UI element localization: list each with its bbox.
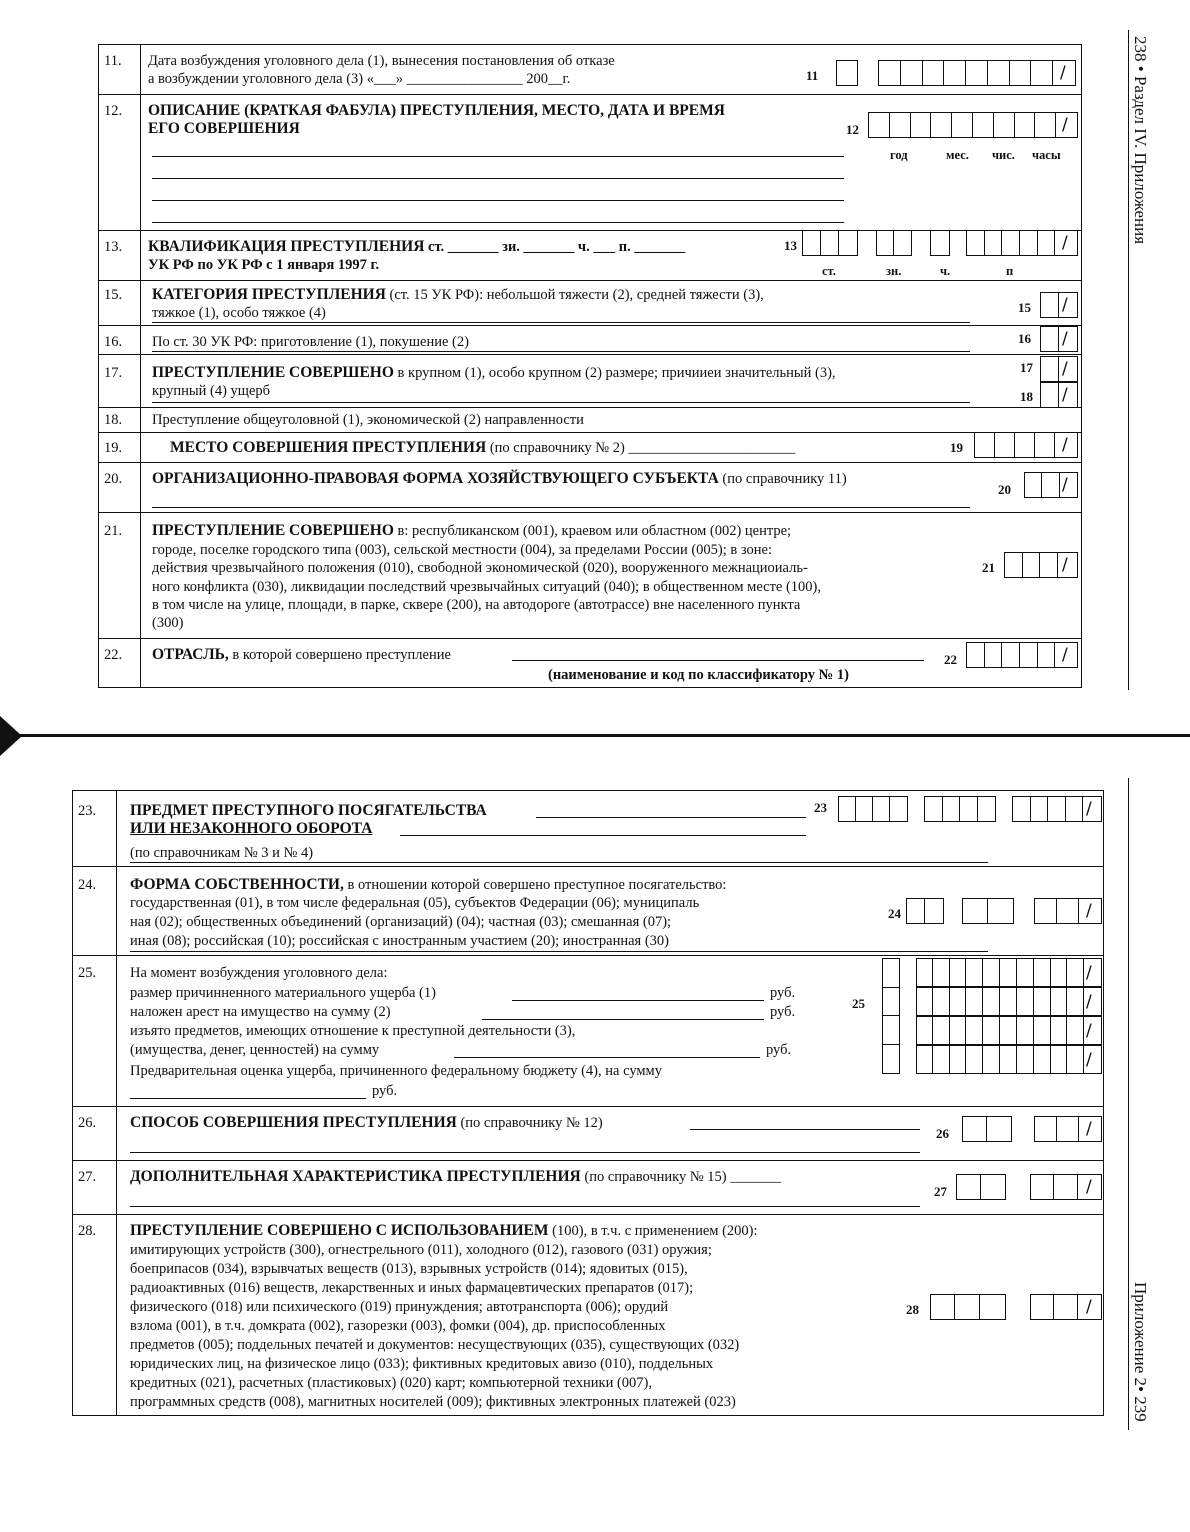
row-28-line: кредитных (021), расчетных (пластиковых) (020) карт; компьютерной техники (007),: [130, 1375, 653, 1391]
row-18-code: 18: [1020, 389, 1033, 404]
row-22-title: ОТРАСЛЬ,: [152, 646, 229, 663]
row-28-text: (100), в т.ч. с применением (200):: [552, 1223, 758, 1239]
row-25-line: (имущества, денег, ценностей) на сумму: [130, 1042, 380, 1058]
row-12-write-line[interactable]: [152, 200, 844, 201]
row-12-label-year: год: [890, 148, 908, 162]
row-23-number: 23.: [78, 803, 97, 819]
row-13-label-p: п: [1006, 264, 1014, 278]
row-16-text: По ст. 30 УК РФ: приготовление (1), покушение (2): [152, 334, 469, 350]
num-column-rule: [116, 790, 117, 1416]
row-sep: [72, 1214, 1104, 1215]
row-23-line2: ИЛИ НЕЗАКОННОГО ОБОРОТА: [130, 820, 373, 837]
row-sep: [98, 462, 1082, 463]
row-21-line: (300): [152, 615, 184, 631]
row-15-cell[interactable]: [1040, 292, 1078, 318]
row-24-cells-b[interactable]: [962, 898, 1014, 924]
row-sep: [72, 955, 1104, 956]
row-24-line: иная (08); российская (10); российская с иностранным участием (20); иностранная (30): [130, 933, 669, 949]
row-21-title: ПРЕСТУПЛЕНИЕ СОВЕРШЕНО: [152, 522, 394, 539]
row-12-cells[interactable]: [868, 112, 1078, 138]
row-26-number: 26.: [78, 1115, 97, 1131]
row-25-amount-3[interactable]: [454, 1057, 760, 1058]
row-24-slash: /: [1086, 901, 1092, 921]
row-12-write-line[interactable]: [152, 156, 844, 157]
row-11-line1: Дата возбуждения уголовного дела (1), вынесения постановления об отказе: [148, 53, 615, 69]
row-15-underline: [152, 322, 970, 323]
row-22-code: 22: [944, 652, 957, 667]
row-25-cells-1[interactable]: [916, 958, 1102, 987]
row-12-line1: ОПИСАНИЕ (КРАТКАЯ ФАБУЛА) ПРЕСТУПЛЕНИЯ, МЕСТО, ДАТА И ВРЕМЯ: [148, 102, 725, 119]
row-26-cells-a[interactable]: [962, 1116, 1012, 1142]
row-sep: [98, 512, 1082, 513]
row-17-number: 17.: [104, 365, 123, 381]
row-12-line2: ЕГО СОВЕРШЕНИЯ: [148, 120, 300, 137]
row-17-underline: [152, 402, 970, 403]
row-23-underline: [130, 862, 988, 863]
row-28-slash: /: [1086, 1297, 1092, 1317]
row-28-line: предметов (005); поддельных печатей и документов: несуществующих (035), существующих (032): [130, 1337, 740, 1353]
row-28-line: радиоактивных (016) веществ, лекарственных и иных фармацевтических препаратов (017);: [130, 1280, 694, 1296]
row-sep: [98, 432, 1082, 433]
row-28-line: юридических лиц, на физическое лицо (033); фиктивных кредитовых авизо (010), поддельных: [130, 1356, 714, 1372]
row-21-line: ного конфликта (030), ликвидации последствий чрезвычайных ситуаций (040); в общественном месте (100),: [152, 579, 821, 595]
row-17-slash: /: [1062, 359, 1068, 379]
row-sep: [72, 1160, 1104, 1161]
row-21-slash: /: [1062, 555, 1068, 575]
row-23-slash: /: [1086, 799, 1092, 819]
row-24-cells-a[interactable]: [906, 898, 944, 924]
row-17-line2: крупный (4) ущерб: [152, 383, 271, 399]
row-12-slash: /: [1062, 115, 1068, 135]
row-25-slash: /: [1086, 1050, 1092, 1070]
row-28-title: ПРЕСТУПЛЕНИЕ СОВЕРШЕНО С ИСПОЛЬЗОВАНИЕМ: [130, 1222, 549, 1239]
row-25-line: изъято предметов, имеющих отношение к преступной деятельности (3),: [130, 1023, 576, 1039]
row-13-fields: ст. _______ зи. _______ ч. ___ п. _______: [428, 239, 686, 255]
row-13-label-ch: ч.: [940, 264, 951, 278]
row-sep: [72, 1106, 1104, 1107]
row-13-code: 13: [784, 238, 797, 253]
row-15-slash: /: [1062, 295, 1068, 315]
row-16-slash: /: [1062, 329, 1068, 349]
row-22-write-line[interactable]: [512, 660, 924, 661]
row-21-line: в том числе на улице, площади, в парке, сквере (200), на автодороге (автотрассе) вне населенного пункта: [152, 597, 801, 613]
row-23-cells-b[interactable]: [924, 796, 996, 822]
row-20-text: (по справочнику 11): [722, 471, 847, 487]
row-25-slash: /: [1086, 963, 1092, 983]
row-13-slash: /: [1062, 233, 1068, 253]
row-25-slash: /: [1086, 1021, 1092, 1041]
row-13-number: 13.: [104, 239, 123, 255]
row-19-number: 19.: [104, 440, 123, 456]
row-12-label-hours: часы: [1032, 148, 1061, 162]
row-23-cells-a[interactable]: [838, 796, 908, 822]
row-25-amount-1[interactable]: [512, 1000, 764, 1001]
row-11-cell-a[interactable]: [836, 60, 858, 86]
row-12-write-line[interactable]: [152, 178, 844, 179]
row-26-title: СПОСОБ СОВЕРШЕНИЯ ПРЕСТУПЛЕНИЯ: [130, 1114, 457, 1131]
row-24-title: ФОРМА СОБСТВЕННОСТИ,: [130, 876, 344, 893]
row-16-cell[interactable]: [1040, 326, 1078, 352]
row-24-number: 24.: [78, 877, 97, 893]
row-17-code: 17: [1020, 360, 1033, 375]
row-13-title: КВАЛИФИКАЦИЯ ПРЕСТУПЛЕНИЯ: [148, 238, 425, 255]
row-13-article-cells[interactable]: [802, 230, 858, 256]
row-28-line: боеприпасов (034), взрывчатых веществ (013), взрывных устройств (014); ядовитых (015),: [130, 1261, 688, 1277]
row-25-line: На момент возбуждения уголовного дела:: [130, 965, 388, 981]
margin-rule-top: [1128, 30, 1129, 690]
row-20-write-line: [152, 507, 970, 508]
row-25-cells-2[interactable]: [916, 987, 1102, 1016]
row-22-text: в которой совершено преступление: [232, 647, 451, 663]
row-18-number: 18.: [104, 412, 123, 428]
row-21-line: действия чрезвычайного положения (010), свободной экономической (020), вооруженного межнациоиаль-: [152, 560, 808, 576]
row-24-line: ная (02); общественных объединений (организаций) (04); частная (03); смешанная (07);: [130, 914, 672, 930]
row-sep: [98, 94, 1082, 95]
row-12-code: 12: [846, 122, 859, 137]
row-15-text: (ст. 15 УК РФ): небольшой тяжести (2), средней тяжести (3),: [389, 287, 764, 303]
row-28-line: имитирующих устройств (300), огнестрельного (011), холодного (012), газового (031) оружия;: [130, 1242, 712, 1258]
row-sep: [98, 354, 1082, 355]
row-17-text: в крупном (1), особо крупном (2) размере; причииеи значительный (3),: [397, 365, 836, 381]
row-25-number: 25.: [78, 965, 97, 981]
row-28-cells-a[interactable]: [930, 1294, 1006, 1320]
row-13-part-cells[interactable]: [876, 230, 912, 256]
row-24-line: государственная (01), в том числе федеральная (05), субъектов Федерации (06); муниципаль: [130, 895, 700, 911]
row-21-number: 21.: [104, 523, 123, 539]
row-21-code: 21: [982, 560, 995, 575]
running-head-left-page: 238 • Раздел IV. Приложения: [1131, 36, 1150, 245]
running-head-right-page: Приложение 2• 239: [1131, 1282, 1150, 1422]
row-15-number: 15.: [104, 287, 123, 303]
row-sep: [98, 638, 1082, 639]
row-19-slash: /: [1062, 435, 1068, 455]
row-23-write-line[interactable]: [536, 817, 806, 818]
row-19-code: 19: [950, 440, 963, 455]
row-28-line: программных средств (008), магнитных носителей (009); фиктивных электронных платежей (023): [130, 1394, 736, 1410]
row-18-text: Преступление общеуголовной (1), экономической (2) направленности: [152, 412, 584, 428]
row-25-rub: руб.: [372, 1083, 398, 1099]
row-27-write-line[interactable]: [130, 1206, 920, 1207]
row-11-slash: /: [1060, 63, 1066, 83]
row-25-line: размер причинненного материального ущерба (1): [130, 985, 436, 1001]
row-23-write-line[interactable]: [400, 835, 806, 836]
row-23-code: 23: [814, 800, 827, 815]
row-25-code: 25: [852, 996, 865, 1011]
row-27-code: 27: [934, 1184, 947, 1199]
row-11-line2: а возбуждении уголовного дела (3) «___» ________________ 200__г.: [148, 71, 571, 87]
row-21-text: в: республиканском (001), краевом или областном (002) центре;: [397, 523, 792, 539]
row-25-slash: /: [1086, 992, 1092, 1012]
row-24-text: в отношении которой совершено преступное посягательство:: [347, 877, 727, 893]
row-18-slash: /: [1062, 385, 1068, 405]
page-divider: [0, 734, 1190, 737]
row-11-cells[interactable]: [878, 60, 1076, 86]
row-22-slash: /: [1062, 645, 1068, 665]
row-11-code: 11: [806, 68, 819, 83]
row-28-line: взлома (001), в т.ч. домкрата (002), газорезки (003), фомки (004), др. приспособленных: [130, 1318, 666, 1334]
row-19-title: МЕСТО СОВЕРШЕНИЯ ПРЕСТУПЛЕНИЯ: [170, 439, 487, 456]
row-25-rub: руб.: [766, 1042, 792, 1058]
row-25-amount-2[interactable]: [482, 1019, 764, 1020]
row-13-ch-cell[interactable]: [930, 230, 950, 256]
row-19-text: (по справочнику № 2) _______________________: [489, 440, 796, 456]
row-13-label-zn: зн.: [886, 264, 902, 278]
row-17-title: ПРЕСТУПЛЕНИЕ СОВЕРШЕНО: [152, 364, 394, 381]
row-12-label-day: чис.: [992, 148, 1015, 162]
row-15-line2: тяжкое (1), особо тяжкое (4): [152, 305, 326, 321]
row-22-number: 22.: [104, 647, 123, 663]
row-22-sub: (наименование и код по классификатору № 1): [548, 667, 849, 683]
row-15-title: КАТЕГОРИЯ ПРЕСТУПЛЕНИЯ: [152, 286, 386, 303]
row-sep: [72, 866, 1104, 867]
row-12-write-line[interactable]: [152, 222, 844, 223]
row-20-slash: /: [1062, 475, 1068, 495]
row-21-line: городе, поселке городского типа (003), сельской местности (004), за пределами России (005); в зоне:: [152, 542, 772, 558]
row-27-text: (по справочнику № 15) _______: [584, 1169, 782, 1185]
row-17-cell[interactable]: [1040, 356, 1078, 382]
row-16-code: 16: [1018, 331, 1031, 346]
row-23-line1: ПРЕДМЕТ ПРЕСТУПНОГО ПОСЯГАТЕЛЬСТВА: [130, 802, 487, 819]
row-26-write-line[interactable]: [130, 1152, 920, 1153]
row-24-code: 24: [888, 906, 901, 921]
row-25-line: наложен арест на имущество на сумму (2): [130, 1004, 391, 1020]
row-20-code: 20: [998, 482, 1011, 497]
row-20-cells[interactable]: [1024, 472, 1078, 498]
row-27-number: 27.: [78, 1169, 97, 1185]
row-25-rub: руб.: [770, 1004, 796, 1020]
row-20-number: 20.: [104, 471, 123, 487]
row-25-cells-left[interactable]: [882, 958, 900, 1074]
row-20-title: ОРГАНИЗАЦИОННО-ПРАВОВАЯ ФОРМА ХОЗЯЙСТВУЮЩЕГО СУБЪЕКТА: [152, 470, 719, 487]
row-24-underline: [130, 951, 988, 952]
row-25-line: Предварительная оценка ущерба, причиненного федеральному бюджету (4), на сумму: [130, 1063, 662, 1079]
row-28-code: 28: [906, 1302, 919, 1317]
row-28-line: физического (018) или психического (019) принуждения; автотранспорта (006); орудий: [130, 1299, 669, 1315]
row-12-number: 12.: [104, 103, 123, 119]
row-25-cells-3[interactable]: [916, 1016, 1102, 1045]
divider-arrow: [0, 716, 22, 756]
row-26-slash: /: [1086, 1119, 1092, 1139]
margin-rule-bottom: [1128, 778, 1129, 1430]
row-25-cells-4[interactable]: [916, 1045, 1102, 1074]
row-26-code: 26: [936, 1126, 949, 1141]
row-12-label-month: мес.: [946, 148, 969, 162]
row-15-code: 15: [1018, 300, 1031, 315]
row-13-label-st: ст.: [822, 264, 836, 278]
row-sep: [98, 325, 1082, 326]
row-18-cell[interactable]: [1040, 382, 1078, 408]
row-28-number: 28.: [78, 1223, 97, 1239]
row-16-number: 16.: [104, 334, 123, 350]
row-25-rub: руб.: [770, 985, 796, 1001]
row-26-text: (по справочнику № 12): [460, 1115, 603, 1131]
num-column-rule: [140, 44, 141, 688]
row-sep: [98, 280, 1082, 281]
row-sep: [98, 407, 1082, 408]
row-13-line2: УК РФ по УК РФ с 1 января 1997 г.: [148, 257, 380, 273]
row-25-amount-4[interactable]: [130, 1098, 366, 1099]
row-26-write-line[interactable]: [690, 1129, 920, 1130]
row-23-line3: (по справочникам № 3 и № 4): [130, 845, 314, 861]
row-27-cells-a[interactable]: [956, 1174, 1006, 1200]
row-16-underline: [152, 351, 970, 352]
row-27-title: ДОПОЛНИТЕЛЬНАЯ ХАРАКТЕРИСТИКА ПРЕСТУПЛЕНИЯ: [130, 1168, 581, 1185]
row-27-slash: /: [1086, 1177, 1092, 1197]
row-11-number: 11.: [104, 53, 122, 69]
